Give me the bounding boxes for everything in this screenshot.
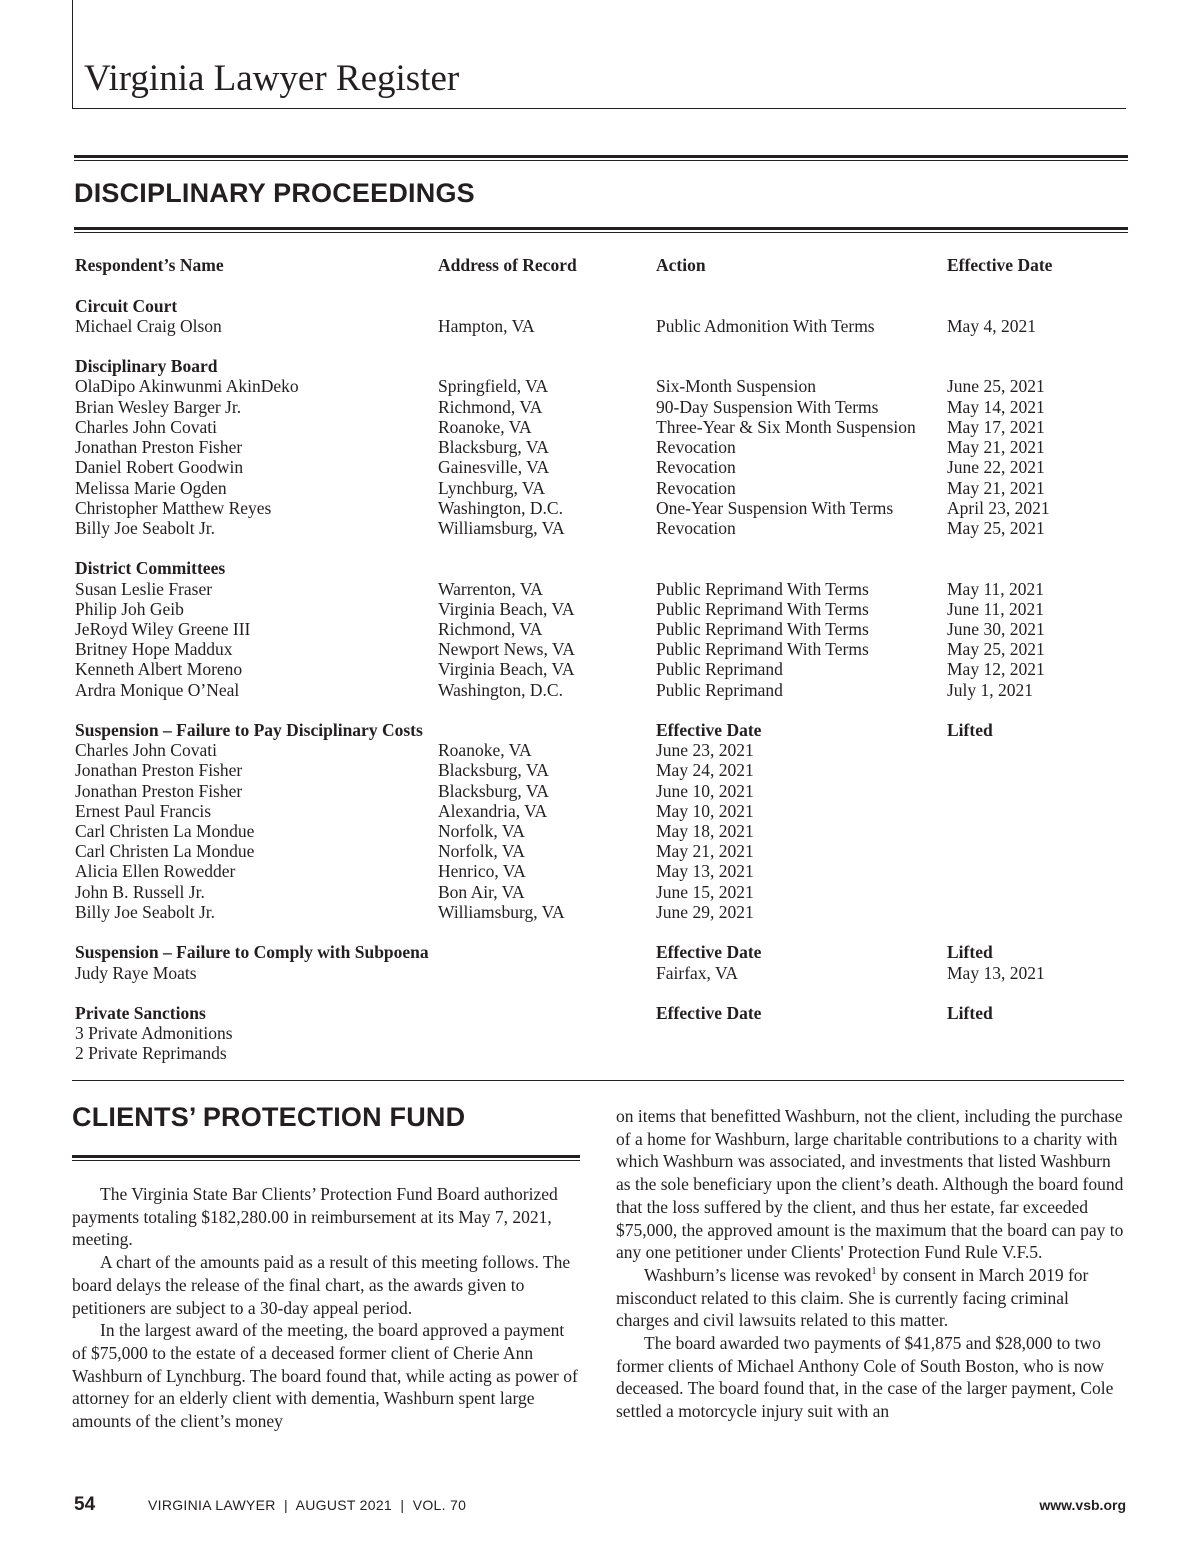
table-row — [0, 882, 1200, 902]
address: Roanoke, VA — [438, 740, 532, 760]
action: Revocation — [656, 478, 736, 498]
table-row — [0, 861, 1200, 881]
table-row — [0, 376, 1200, 396]
action: Revocation — [656, 518, 736, 538]
website-url[interactable]: www.vsb.org — [1039, 1497, 1126, 1513]
table-row — [0, 760, 1200, 780]
article-paragraph: The board awarded two payments of $41,875 and $28,000 to two former clients of Michael Anthony Cole of South Boston, who is now deceased. The board found that, in the case of the larger payment, Cole settled a motorcycle injury suit with an — [616, 1333, 1114, 1422]
action: Public Admonition With Terms — [656, 316, 875, 336]
footnote-marker[interactable]: 1 — [871, 1266, 877, 1278]
action: Three-Year & Six Month Suspension — [656, 417, 916, 437]
respondent-name: Billy Joe Seabolt Jr. — [75, 518, 215, 538]
respondent-name: Alicia Ellen Rowedder — [75, 861, 236, 881]
group-title: Suspension – Failure to Pay Disciplinary Costs — [75, 720, 423, 740]
group-title: District Committees — [75, 558, 226, 578]
table-row — [0, 457, 1200, 477]
effective-date: May 25, 2021 — [947, 639, 1045, 659]
disciplinary-heading: DISCIPLINARY PROCEEDINGS — [74, 178, 475, 208]
effective-date: June 15, 2021 — [656, 882, 754, 902]
group-title: Suspension – Failure to Comply with Subpoena — [75, 942, 429, 962]
address: Virginia Beach, VA — [438, 659, 575, 679]
effective-date: May 10, 2021 — [656, 801, 754, 821]
table-row — [0, 740, 1200, 760]
table-row — [0, 680, 1200, 700]
table-row — [0, 619, 1200, 639]
table-row — [0, 518, 1200, 538]
col-header-action: Action — [656, 255, 706, 275]
respondent-name: Melissa Marie Ogden — [75, 478, 227, 498]
respondent-name: Charles John Covati — [75, 740, 217, 760]
respondent-name: Daniel Robert Goodwin — [75, 457, 244, 477]
effective-date: July 1, 2021 — [947, 680, 1034, 700]
effective-date: May 18, 2021 — [656, 821, 754, 841]
action: Six-Month Suspension — [656, 376, 816, 396]
section-divider — [72, 1080, 1124, 1081]
action: 90-Day Suspension With Terms — [656, 397, 879, 417]
effective-date: June 25, 2021 — [947, 376, 1045, 396]
col-header-name: Respondent’s Name — [75, 255, 224, 275]
effective-date: June 30, 2021 — [947, 619, 1045, 639]
article-paragraph: on items that benefitted Washburn, not the client, including the purchase of a home for Washburn, large charitable contributions to a charity with which Washburn was associated, and investments that listed Washburn as the sole beneficiary upon the client’s death. Although the board found that the loss suffered by the client, and thus her estate, far exceeded $75,000, the approved amount is the maximum that the board can pay to any one petitioner under Clients' Protection Fund Rule V.F.5. — [616, 1106, 1124, 1263]
article-paragraph: In the largest award of the meeting, the board approved a payment of $75,000 to the estate of a deceased former client of Cherie Ann Washburn of Lynchburg. The board found that, while acting as power of attorney for an elderly client with dementia, Washburn spent large amounts of the client’s money — [72, 1320, 578, 1432]
table-row — [0, 659, 1200, 679]
respondent-name: Susan Leslie Fraser — [75, 579, 213, 599]
address: Warrenton, VA — [438, 579, 543, 599]
respondent-name: Brian Wesley Barger Jr. — [75, 397, 242, 417]
page-header-title: Virginia Lawyer Register — [84, 58, 460, 99]
respondent-name: Jonathan Preston Fisher — [75, 437, 243, 457]
address: Richmond, VA — [438, 397, 543, 417]
address: Williamsburg, VA — [438, 518, 565, 538]
address: Springfield, VA — [438, 376, 549, 396]
address: Henrico, VA — [438, 861, 526, 881]
respondent-name: OlaDipo Akinwunmi AkinDeko — [75, 376, 299, 396]
table-row — [0, 579, 1200, 599]
section-double-rule — [74, 227, 1128, 233]
group-title: Circuit Court — [75, 296, 178, 316]
respondent-name: Kenneth Albert Moreno — [75, 659, 243, 679]
respondent-name: Christopher Matthew Reyes — [75, 498, 272, 518]
address: Norfolk, VA — [438, 841, 525, 861]
effective-date: May 21, 2021 — [947, 437, 1045, 457]
action: Public Reprimand With Terms — [656, 639, 869, 659]
respondent-name: JeRoyd Wiley Greene III — [75, 619, 251, 639]
private-sanction-item: 2 Private Reprimands — [75, 1043, 227, 1063]
respondent-name: Judy Raye Moats — [75, 963, 197, 983]
col-header-lifted: Lifted — [947, 1003, 993, 1023]
effective-date: May 21, 2021 — [947, 478, 1045, 498]
address: Blacksburg, VA — [438, 437, 549, 457]
respondent-name: Charles John Covati — [75, 417, 217, 437]
respondent-name: Jonathan Preston Fisher — [75, 781, 243, 801]
col-header-effective-date: Effective Date — [656, 720, 762, 740]
table-row — [0, 639, 1200, 659]
address: Norfolk, VA — [438, 821, 525, 841]
respondent-name: Billy Joe Seabolt Jr. — [75, 902, 215, 922]
effective-date: June 22, 2021 — [947, 457, 1045, 477]
header-horizontal-rule — [72, 108, 1126, 109]
table-row — [0, 498, 1200, 518]
col-header-lifted: Lifted — [947, 720, 993, 740]
paragraph-text: Washburn’s license was revoked — [644, 1264, 872, 1285]
address: Williamsburg, VA — [438, 902, 565, 922]
group-title: Private Sanctions — [75, 1003, 206, 1023]
table-row — [0, 781, 1200, 801]
effective-date: May 12, 2021 — [947, 659, 1045, 679]
action: Public Reprimand With Terms — [656, 599, 869, 619]
col-header-effective-date: Effective Date — [656, 1003, 762, 1023]
effective-date: May 17, 2021 — [947, 417, 1045, 437]
group-title-row — [0, 1003, 1200, 1023]
effective-date: June 29, 2021 — [656, 902, 754, 922]
address: Bon Air, VA — [438, 882, 525, 902]
action: Revocation — [656, 437, 736, 457]
publication-info: VIRGINIA LAWYER | AUGUST 2021 | VOL. 70 — [148, 1497, 467, 1513]
group-title-row — [0, 942, 1200, 962]
table-row — [0, 599, 1200, 619]
action: Public Reprimand — [656, 659, 783, 679]
respondent-name: John B. Russell Jr. — [75, 882, 205, 902]
address: Blacksburg, VA — [438, 781, 549, 801]
respondent-name: Ernest Paul Francis — [75, 801, 212, 821]
table-row — [0, 841, 1200, 861]
paragraph-text: by consent in March 2019 for misconduct related to this claim. She is currently facing criminal charges and civil lawsuits related to this matter. — [616, 1264, 1089, 1331]
effective-date: May 13, 2021 — [947, 963, 1045, 983]
address: Roanoke, VA — [438, 417, 532, 437]
respondent-name: Britney Hope Maddux — [75, 639, 233, 659]
table-row — [0, 821, 1200, 841]
article-column-right — [616, 1105, 1126, 1423]
respondent-name: Carl Christen La Mondue — [75, 841, 255, 861]
page-footer — [0, 1494, 1200, 1518]
section-double-rule — [74, 155, 1128, 161]
article-paragraph: A chart of the amounts paid as a result of this meeting follows. The board delays the release of the final chart, as the awards given to petitioners are subject to a 30-day appeal period. — [72, 1252, 571, 1318]
cpf-heading: CLIENTS’ PROTECTION FUND — [72, 1102, 466, 1132]
col-header-lifted: Lifted — [947, 942, 993, 962]
article-paragraph: The Virginia State Bar Clients’ Protection Fund Board authorized payments totaling $182,280.00 in reimbursement at its May 7, 2021, meeting. — [72, 1184, 558, 1250]
effective-date: June 23, 2021 — [656, 740, 754, 760]
article-column-left — [72, 1183, 578, 1433]
table-row — [0, 801, 1200, 821]
address: Fairfax, VA — [656, 963, 738, 983]
action: One-Year Suspension With Terms — [656, 498, 894, 518]
table-header-row — [0, 255, 1200, 275]
respondent-name: Philip Joh Geib — [75, 599, 184, 619]
col-header-effective-date: Effective Date — [656, 942, 762, 962]
page-number: 54 — [74, 1494, 96, 1515]
list-item — [0, 1023, 1200, 1043]
respondent-name: Ardra Monique O’Neal — [75, 680, 240, 700]
group-title-row — [0, 356, 1200, 376]
address: Virginia Beach, VA — [438, 599, 575, 619]
action: Public Reprimand — [656, 680, 783, 700]
col-header-address: Address of Record — [438, 255, 577, 275]
action: Public Reprimand With Terms — [656, 619, 869, 639]
table-row — [0, 478, 1200, 498]
effective-date: June 10, 2021 — [656, 781, 754, 801]
table-row — [0, 902, 1200, 922]
respondent-name: Carl Christen La Mondue — [75, 821, 255, 841]
group-title-row — [0, 296, 1200, 316]
table-row — [0, 397, 1200, 417]
action: Revocation — [656, 457, 736, 477]
effective-date: May 25, 2021 — [947, 518, 1045, 538]
address: Washington, D.C. — [438, 498, 563, 518]
effective-date: May 13, 2021 — [656, 861, 754, 881]
address: Lynchburg, VA — [438, 478, 545, 498]
address: Gainesville, VA — [438, 457, 550, 477]
table-row — [0, 963, 1200, 983]
table-row — [0, 437, 1200, 457]
effective-date: May 11, 2021 — [947, 579, 1045, 599]
address: Washington, D.C. — [438, 680, 563, 700]
address: Alexandria, VA — [438, 801, 548, 821]
table-row — [0, 417, 1200, 437]
col-header-effective-date: Effective Date — [947, 255, 1053, 275]
section-double-rule — [72, 1155, 580, 1161]
respondent-name: Michael Craig Olson — [75, 316, 222, 336]
address: Blacksburg, VA — [438, 760, 549, 780]
address: Newport News, VA — [438, 639, 575, 659]
article-paragraph — [616, 1264, 1126, 1332]
group-title-row — [0, 720, 1200, 740]
effective-date: May 21, 2021 — [656, 841, 754, 861]
effective-date: May 4, 2021 — [947, 316, 1036, 336]
private-sanction-item: 3 Private Admonitions — [75, 1023, 233, 1043]
action: Public Reprimand With Terms — [656, 579, 869, 599]
effective-date: May 24, 2021 — [656, 760, 754, 780]
header-vertical-rule — [72, 0, 73, 108]
effective-date: May 14, 2021 — [947, 397, 1045, 417]
group-title-row — [0, 558, 1200, 578]
list-item — [0, 1043, 1200, 1063]
table-row — [0, 316, 1200, 336]
effective-date: April 23, 2021 — [947, 498, 1050, 518]
address: Hampton, VA — [438, 316, 535, 336]
address: Richmond, VA — [438, 619, 543, 639]
effective-date: June 11, 2021 — [947, 599, 1045, 619]
group-title: Disciplinary Board — [75, 356, 218, 376]
respondent-name: Jonathan Preston Fisher — [75, 760, 243, 780]
